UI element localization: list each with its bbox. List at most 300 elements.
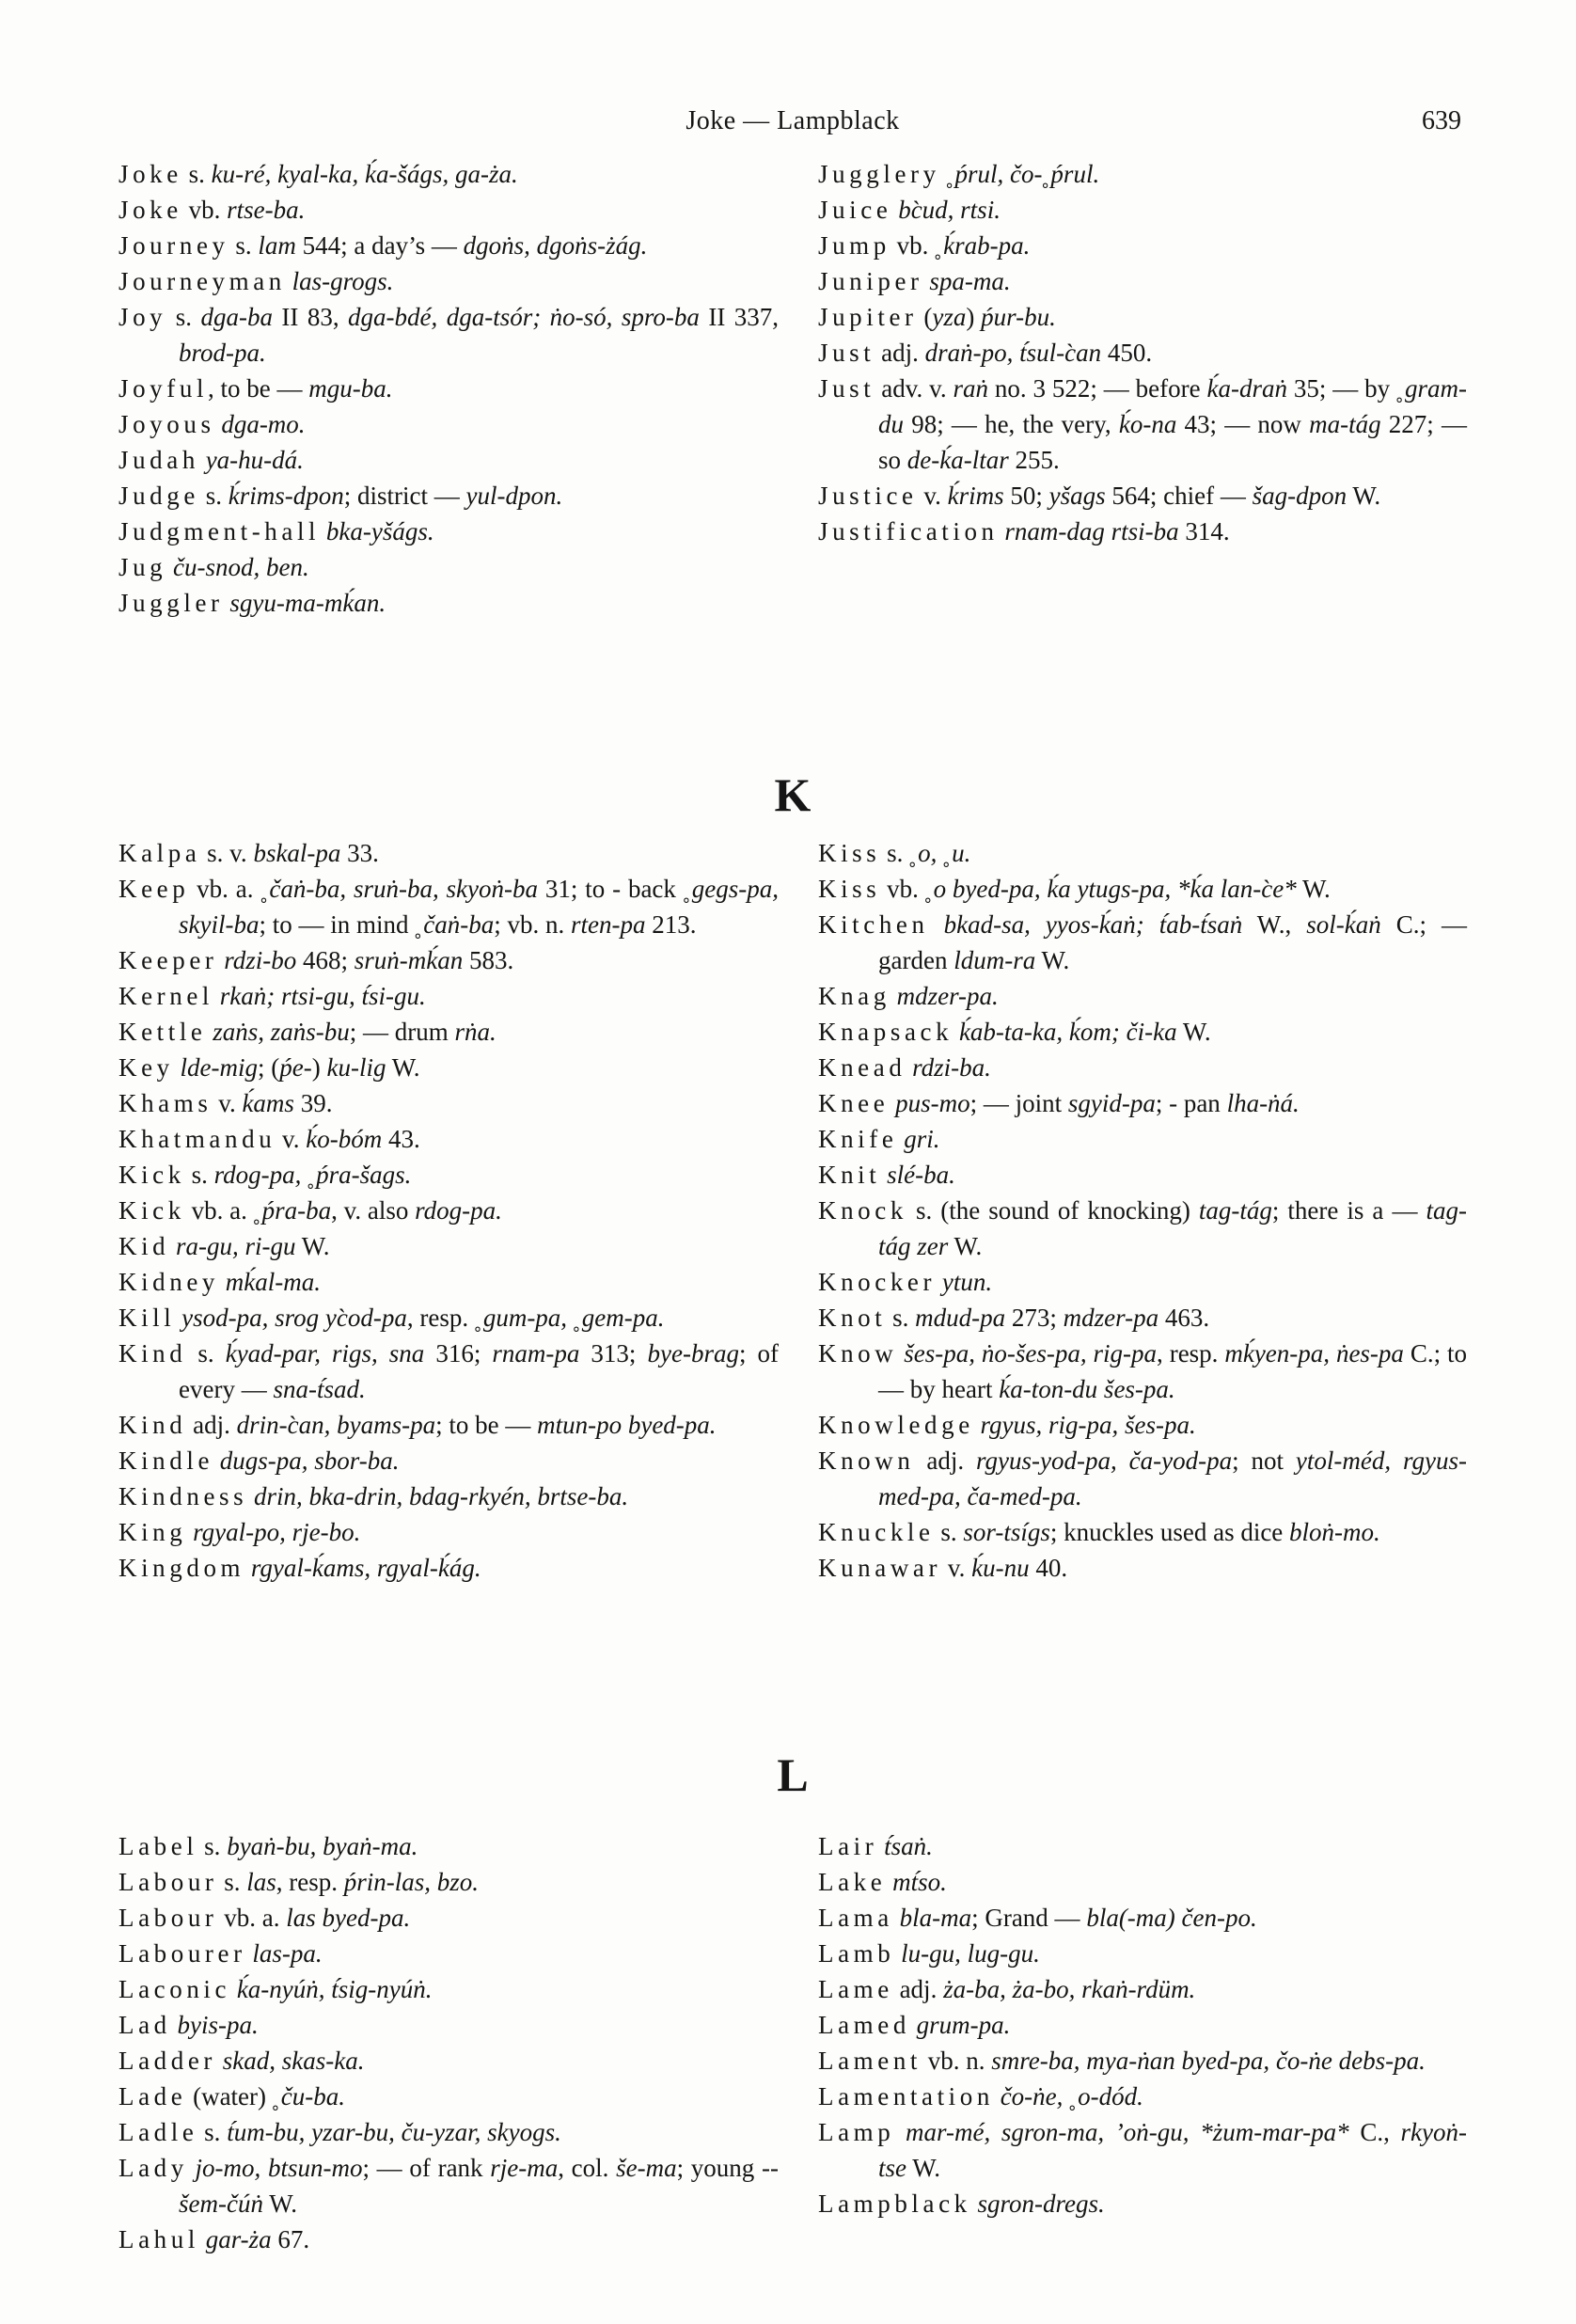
dictionary-entry bbox=[118, 1900, 779, 1936]
entry-text: W. bbox=[262, 2190, 297, 2218]
tibetan-transliteration: sgyid-pa bbox=[1067, 1089, 1156, 1117]
entry-headword: Lame bbox=[818, 1975, 893, 2003]
tibetan-transliteration: ḱa-ton-du šes-pa. bbox=[999, 1375, 1175, 1403]
tibetan-transliteration: rtse-ba. bbox=[227, 196, 306, 224]
entry-headword: Kill bbox=[118, 1304, 176, 1332]
entry-text: s. bbox=[186, 1339, 226, 1368]
entry-text: 98; — he, the very, bbox=[904, 410, 1119, 438]
tibetan-transliteration: drin-c̀an, byams-pa bbox=[236, 1411, 436, 1439]
entry-text: s. bbox=[198, 482, 229, 510]
dictionary-entry bbox=[118, 1085, 779, 1121]
dictionary-entry bbox=[118, 1300, 779, 1336]
entry-text: adj. bbox=[875, 339, 925, 367]
tibetan-transliteration: rdog-pa, ˳ṕra-šags. bbox=[213, 1161, 412, 1189]
column-right bbox=[818, 1828, 1467, 2257]
tibetan-transliteration: tag-tág bbox=[1198, 1196, 1272, 1225]
tibetan-transliteration: yul-dpon. bbox=[465, 482, 563, 510]
entry-text: s. bbox=[934, 1518, 964, 1546]
tibetan-transliteration: slé-ba. bbox=[880, 1161, 955, 1189]
tibetan-transliteration: bla-ma bbox=[892, 1904, 972, 1932]
entry-text: vb. bbox=[890, 231, 936, 260]
tibetan-transliteration: byis-pa. bbox=[170, 2011, 259, 2039]
entry-text: 583. bbox=[463, 946, 514, 974]
tibetan-transliteration: ˳ṕra-ba bbox=[253, 1196, 332, 1225]
tibetan-transliteration: sgyu-ma-mḱan. bbox=[223, 589, 386, 617]
entry-text: W. bbox=[386, 1053, 420, 1082]
tibetan-transliteration: rdzi-ba. bbox=[906, 1053, 991, 1082]
entry-headword: Jugglery bbox=[818, 160, 940, 188]
column-right bbox=[818, 835, 1467, 1586]
tibetan-transliteration: las byed-pa. bbox=[286, 1904, 411, 1932]
tibetan-transliteration: drin, bka-drin, bdag-rkyén, brtse-ba. bbox=[247, 1482, 629, 1510]
tibetan-transliteration: mgu-ba. bbox=[308, 374, 393, 403]
entry-headword: Kick bbox=[118, 1196, 185, 1225]
entry-text: ; young -- bbox=[676, 2154, 779, 2182]
entry-headword: Lamentation bbox=[818, 2082, 994, 2111]
dictionary-entry bbox=[118, 1014, 779, 1050]
dictionary-entry bbox=[818, 871, 1467, 907]
tibetan-transliteration: ḱab-ta-ka, ḱom; či-ka bbox=[953, 1018, 1177, 1046]
tibetan-transliteration: mḱyen-pa, ṅes-pa bbox=[1224, 1339, 1404, 1368]
entry-headword: Ladder bbox=[118, 2047, 216, 2075]
entry-headword: Juggler bbox=[118, 589, 224, 617]
tibetan-transliteration: ḱrims-dpon bbox=[228, 482, 344, 510]
entry-text: no. 3 522; — before bbox=[988, 374, 1207, 403]
tibetan-transliteration: mar-mé, sgron-ma, ’oṅ-gu, *żum-mar-pa* bbox=[894, 2118, 1349, 2146]
tibetan-transliteration: lha-ṅá. bbox=[1226, 1089, 1300, 1117]
entry-text: , resp. bbox=[406, 1304, 475, 1332]
entry-headword: Keep bbox=[118, 875, 190, 903]
dictionary-entry bbox=[118, 585, 779, 621]
entry-headword: Kettle bbox=[118, 1018, 207, 1046]
entry-text: II 83, bbox=[272, 303, 349, 331]
entry-headword: Judgment-hall bbox=[118, 517, 321, 545]
entry-text: ; knuckles used as dice bbox=[1049, 1518, 1290, 1546]
tibetan-transliteration: lde-mig bbox=[173, 1053, 258, 1082]
tibetan-transliteration: še-ma bbox=[616, 2154, 677, 2182]
tibetan-transliteration: bye-brag bbox=[647, 1339, 739, 1368]
dictionary-entry bbox=[818, 1828, 1467, 1864]
tibetan-transliteration: ˳ču-ba. bbox=[272, 2082, 345, 2111]
entry-headword: Knit bbox=[818, 1161, 881, 1189]
tibetan-transliteration: smre-ba, mya-ṅan byed-pa, čo-ṅe debs-pa. bbox=[991, 2047, 1426, 2075]
entry-headword: Knot bbox=[818, 1304, 887, 1332]
entry-text: ( bbox=[917, 303, 933, 331]
section-j bbox=[118, 156, 1467, 621]
tibetan-transliteration: ytol-méd, rgyus-med-pa, ča-med-pa. bbox=[878, 1447, 1467, 1510]
tibetan-transliteration: ra-gu, ri-gu bbox=[169, 1232, 296, 1260]
dictionary-entry bbox=[118, 549, 779, 585]
dictionary-entry bbox=[818, 1936, 1467, 1971]
entry-text: 314. bbox=[1178, 517, 1230, 545]
dictionary-entry bbox=[818, 228, 1467, 263]
tibetan-transliteration: ṕrin-las, bzo. bbox=[343, 1868, 480, 1896]
entry-text: , v. also bbox=[331, 1196, 416, 1225]
entry-headword: Knife bbox=[818, 1125, 898, 1153]
dictionary-entry bbox=[818, 1085, 1467, 1121]
entry-text: v. bbox=[276, 1125, 307, 1153]
dictionary-entry bbox=[818, 263, 1467, 299]
entry-text: C.; to — by heart bbox=[878, 1339, 1467, 1403]
entry-text: , resp. bbox=[276, 1868, 344, 1896]
dictionary-entry bbox=[818, 835, 1467, 871]
entry-text: s. bbox=[184, 1161, 214, 1189]
entry-headword: Knuckle bbox=[818, 1518, 935, 1546]
entry-text: 468; bbox=[296, 946, 355, 974]
tibetan-transliteration: ṕe- bbox=[279, 1053, 312, 1082]
column-right bbox=[818, 156, 1467, 621]
tibetan-transliteration: rgyal-po, rje-bo. bbox=[186, 1518, 361, 1546]
entry-text: W. bbox=[1035, 946, 1070, 974]
entry-text: adj. bbox=[892, 1975, 944, 2003]
tibetan-transliteration: mḱal-ma. bbox=[219, 1268, 322, 1296]
entry-headword: Judge bbox=[118, 482, 199, 510]
dictionary-entry bbox=[118, 156, 779, 192]
entry-text: W. bbox=[1296, 875, 1331, 903]
entry-headword: Keeper bbox=[118, 946, 218, 974]
entry-text: s. bbox=[197, 1832, 228, 1860]
entry-headword: Knee bbox=[818, 1089, 890, 1117]
dictionary-entry bbox=[118, 1828, 779, 1864]
dictionary-entry bbox=[818, 978, 1467, 1014]
tibetan-transliteration: bc̀ud, rtsi. bbox=[891, 196, 1001, 224]
tibetan-transliteration: ḱu-nu bbox=[971, 1554, 1030, 1582]
entry-text: vb. bbox=[181, 196, 228, 224]
tibetan-transliteration: šag-dpon bbox=[1252, 482, 1347, 510]
entry-text: ; district — bbox=[343, 482, 466, 510]
entry-headword: Kernel bbox=[118, 982, 213, 1010]
dictionary-entry bbox=[118, 228, 779, 263]
tibetan-transliteration: t́um-bu, yzar-bu, ču-yzar, skyogs. bbox=[227, 2118, 561, 2146]
entry-text: 50; bbox=[1003, 482, 1049, 510]
entry-headword: Kingdom bbox=[118, 1554, 245, 1582]
tibetan-transliteration: ḱams bbox=[242, 1089, 294, 1117]
tibetan-transliteration: ḱa-draṅ bbox=[1206, 374, 1287, 403]
entry-text: C., bbox=[1348, 2118, 1401, 2146]
entry-text: 33. bbox=[340, 839, 379, 867]
dictionary-entry bbox=[818, 299, 1467, 335]
entry-headword: Lad bbox=[118, 2011, 171, 2039]
tibetan-transliteration: ču-snod, ben. bbox=[166, 553, 309, 581]
tibetan-transliteration: sgron-dregs. bbox=[970, 2190, 1105, 2218]
entry-headword: Kitchen bbox=[818, 910, 929, 939]
dictionary-entry bbox=[818, 1336, 1467, 1407]
tibetan-transliteration: ytun. bbox=[936, 1268, 993, 1296]
tibetan-transliteration: ma-tág bbox=[1309, 410, 1381, 438]
entry-headword: Journey bbox=[118, 231, 229, 260]
entry-headword: Lamed bbox=[818, 2011, 910, 2039]
entry-text: v. bbox=[917, 482, 948, 510]
tibetan-transliteration: ża-ba, ża-bo, rkaṅ-rdüm. bbox=[943, 1975, 1196, 2003]
tibetan-transliteration: skad, skas-ka. bbox=[216, 2047, 365, 2075]
entry-text: ; there is a — bbox=[1271, 1196, 1426, 1225]
dictionary-entry bbox=[818, 192, 1467, 228]
dictionary-entry bbox=[818, 156, 1467, 192]
tibetan-transliteration: las-pa. bbox=[245, 1939, 323, 1968]
entry-headword: Jupiter bbox=[818, 303, 918, 331]
tibetan-transliteration: yza bbox=[932, 303, 967, 331]
dictionary-entry bbox=[118, 871, 779, 942]
entry-headword: Lama bbox=[818, 1904, 893, 1932]
dictionary-entry bbox=[818, 2114, 1467, 2186]
entry-text: s. bbox=[880, 839, 910, 867]
tibetan-transliteration: ya-hu-dá. bbox=[198, 446, 304, 474]
entry-headword: Key bbox=[118, 1053, 174, 1082]
dictionary-entry bbox=[118, 406, 779, 442]
dictionary-entry bbox=[818, 1193, 1467, 1264]
entry-headword: Known bbox=[818, 1447, 915, 1475]
dictionary-entry bbox=[818, 2043, 1467, 2079]
entry-text: vb. a. bbox=[184, 1196, 254, 1225]
entry-headword: Laconic bbox=[118, 1975, 231, 2003]
entry-headword: Knapsack bbox=[818, 1018, 953, 1046]
dictionary-entry bbox=[118, 1407, 779, 1443]
tibetan-transliteration: ku-ré, kyal-ka, ḱa-šágs, ga-ża. bbox=[211, 160, 518, 188]
entry-headword: Joke bbox=[118, 160, 182, 188]
entry-text: 31; to - back bbox=[538, 875, 684, 903]
tibetan-transliteration: gar-ża bbox=[198, 2225, 272, 2253]
dictionary-entry bbox=[818, 1014, 1467, 1050]
entry-text: ; vb. n. bbox=[494, 910, 571, 939]
entry-text: s. bbox=[886, 1304, 916, 1332]
section-letter-k: K bbox=[774, 768, 812, 821]
dictionary-entry bbox=[118, 442, 779, 478]
tibetan-transliteration: dga-bdé, dga-tsór; ṅo-só, spro-ba bbox=[348, 303, 700, 331]
tibetan-transliteration: grum-pa. bbox=[909, 2011, 1011, 2039]
dictionary-entry bbox=[118, 2079, 779, 2114]
entry-headword: Just bbox=[818, 374, 875, 403]
entry-text: 564; chief — bbox=[1105, 482, 1253, 510]
entry-text: W. bbox=[948, 1232, 983, 1260]
tibetan-transliteration: rten-pa bbox=[570, 910, 646, 939]
entry-headword: Knead bbox=[818, 1053, 906, 1082]
dictionary-entry bbox=[818, 335, 1467, 371]
entry-headword: Labourer bbox=[118, 1939, 246, 1968]
dictionary-entry bbox=[118, 1193, 779, 1228]
dictionary-entry bbox=[118, 1443, 779, 1478]
entry-text: 273; bbox=[1005, 1304, 1064, 1332]
entry-text: W., bbox=[1242, 910, 1307, 939]
entry-headword: King bbox=[118, 1518, 187, 1546]
tibetan-transliteration: dugs-pa, sbor-ba. bbox=[213, 1447, 400, 1475]
dictionary-entry bbox=[118, 478, 779, 514]
entry-headword: Knock bbox=[818, 1196, 907, 1225]
dictionary-entry bbox=[818, 2186, 1467, 2221]
dictionary-entry bbox=[118, 1514, 779, 1550]
entry-headword: Lade bbox=[118, 2082, 187, 2111]
tibetan-transliteration: raṅ bbox=[953, 374, 989, 403]
tibetan-transliteration: draṅ-po, t́sul-c̀an bbox=[924, 339, 1102, 367]
entry-text: 213. bbox=[645, 910, 697, 939]
entry-text: ; of every — bbox=[179, 1339, 779, 1403]
page-number: 639 bbox=[1422, 106, 1461, 135]
entry-text: , resp. bbox=[1157, 1339, 1225, 1368]
tibetan-transliteration: jo-mo, btsun-mo bbox=[187, 2154, 363, 2182]
entry-headword: Kick bbox=[118, 1161, 185, 1189]
tibetan-transliteration: brod-pa. bbox=[179, 339, 266, 367]
tibetan-transliteration: spa-ma. bbox=[922, 267, 1011, 295]
entry-headword: Kiss bbox=[818, 839, 881, 867]
dictionary-entry bbox=[818, 1900, 1467, 1936]
tibetan-transliteration: ḱrims bbox=[947, 482, 1004, 510]
entry-text: adv. v. bbox=[875, 374, 953, 403]
dictionary-entry bbox=[118, 1971, 779, 2007]
tibetan-transliteration: ḱo-bóm bbox=[306, 1125, 383, 1153]
section-k bbox=[118, 835, 1467, 1586]
dictionary-entry bbox=[818, 1971, 1467, 2007]
dictionary-entry bbox=[118, 2150, 779, 2221]
tibetan-transliteration: mdzer-pa bbox=[1063, 1304, 1159, 1332]
entry-text: 255. bbox=[1008, 446, 1060, 474]
tibetan-transliteration: sna-t́sad. bbox=[273, 1375, 366, 1403]
entry-text: (water) bbox=[186, 2082, 273, 2111]
tibetan-transliteration: sol-ḱaṅ bbox=[1306, 910, 1381, 939]
tibetan-transliteration: ḱyad-par, rigs, sna bbox=[225, 1339, 425, 1368]
entry-headword: Joke bbox=[118, 196, 182, 224]
dictionary-entry bbox=[818, 478, 1467, 514]
tibetan-transliteration: byaṅ-bu, byaṅ-ma. bbox=[227, 1832, 418, 1860]
entry-headword: Labour bbox=[118, 1868, 218, 1896]
tibetan-transliteration: ḱa-nyúṅ, t́sig-nyúṅ. bbox=[230, 1975, 433, 2003]
dictionary-entry bbox=[118, 1336, 779, 1407]
entry-headword: Justice bbox=[818, 482, 918, 510]
entry-text: 227; — so bbox=[878, 410, 1467, 474]
tibetan-transliteration: ˳o byed-pa, ḱa ytugs-pa, *ḱa lan-c̀e* bbox=[924, 875, 1297, 903]
entry-headword: Label bbox=[118, 1832, 198, 1860]
tibetan-transliteration: ˳čaṅ-ba, sruṅ-ba, skyoṅ-ba bbox=[260, 875, 539, 903]
entry-text: II 337, bbox=[699, 303, 780, 331]
tibetan-transliteration: sruṅ-mḱan bbox=[354, 946, 464, 974]
entry-text: s. bbox=[181, 160, 212, 188]
tibetan-transliteration: bkad-sa, yyos-ḱaṅ; t́ab-t́saṅ bbox=[928, 910, 1243, 939]
entry-text: ; ( bbox=[258, 1053, 280, 1082]
entry-text: ; - pan bbox=[1155, 1089, 1227, 1117]
entry-text: ; — drum bbox=[349, 1018, 455, 1046]
dictionary-entry bbox=[818, 1514, 1467, 1550]
dictionary-entry bbox=[818, 1157, 1467, 1193]
entry-text: 43; — now bbox=[1176, 410, 1310, 438]
entry-headword: Kind bbox=[118, 1411, 187, 1439]
entry-headword: Just bbox=[818, 339, 875, 367]
entry-headword: Jump bbox=[818, 231, 890, 260]
entry-headword: Knag bbox=[818, 982, 890, 1010]
column-left bbox=[118, 835, 779, 1586]
entry-text: v. bbox=[212, 1089, 243, 1117]
dictionary-entry bbox=[118, 299, 779, 371]
entry-text: W. bbox=[1176, 1018, 1211, 1046]
tibetan-transliteration: rnam-pa bbox=[492, 1339, 580, 1368]
entry-text: , to be — bbox=[208, 374, 309, 403]
tibetan-transliteration: ku-lig bbox=[326, 1053, 386, 1082]
entry-text: 39. bbox=[293, 1089, 333, 1117]
tibetan-transliteration: de-ḱa-ltar bbox=[906, 446, 1009, 474]
entry-headword: Know bbox=[818, 1339, 898, 1368]
entry-headword: Knowledge bbox=[818, 1411, 974, 1439]
entry-headword: Ladle bbox=[118, 2118, 198, 2146]
entry-headword: Justification bbox=[818, 517, 999, 545]
tibetan-transliteration: čo-ṅe, ˳o-dód. bbox=[993, 2082, 1143, 2111]
dictionary-entry bbox=[118, 942, 779, 978]
tibetan-transliteration: ˳ṕrul, čo-˳ṕrul. bbox=[939, 160, 1100, 188]
entry-headword: Joyous bbox=[118, 410, 215, 438]
entry-text: ) bbox=[966, 303, 982, 331]
dictionary-entry bbox=[818, 907, 1467, 978]
tibetan-transliteration: bla(-ma) čen-po. bbox=[1086, 1904, 1257, 1932]
tibetan-transliteration: dgoṅs, dgoṅs-żág. bbox=[463, 231, 648, 260]
dictionary-entry bbox=[818, 1443, 1467, 1514]
entry-headword: Kiss bbox=[818, 875, 881, 903]
entry-headword: Kindness bbox=[118, 1482, 248, 1510]
dictionary-entry bbox=[818, 1864, 1467, 1900]
entry-headword: Knocker bbox=[818, 1268, 937, 1296]
entry-text: vb. a. bbox=[217, 1904, 287, 1932]
dictionary-entry bbox=[118, 1121, 779, 1157]
dictionary-entry bbox=[818, 1264, 1467, 1300]
entry-text: 313; bbox=[579, 1339, 648, 1368]
entry-text: 40. bbox=[1029, 1554, 1068, 1582]
entry-text: ; Grand — bbox=[971, 1904, 1087, 1932]
entry-headword: Lamb bbox=[818, 1939, 895, 1968]
dictionary-entry bbox=[118, 263, 779, 299]
tibetan-transliteration: mtun-po byed-pa. bbox=[537, 1411, 717, 1439]
tibetan-transliteration: rṅa. bbox=[454, 1018, 496, 1046]
entry-text: W. bbox=[1347, 482, 1381, 510]
tibetan-transliteration: bloṅ-mo. bbox=[1289, 1518, 1380, 1546]
entry-headword: Journeyman bbox=[118, 267, 286, 295]
entry-headword: Lake bbox=[818, 1868, 887, 1896]
dictionary-entry bbox=[118, 1864, 779, 1900]
tibetan-transliteration: mt́so. bbox=[886, 1868, 947, 1896]
entry-headword: Lair bbox=[818, 1832, 878, 1860]
dictionary-entry bbox=[818, 1300, 1467, 1336]
entry-headword: Lament bbox=[818, 2047, 922, 2075]
tibetan-transliteration: lu-gu, lug-gu. bbox=[894, 1939, 1040, 1968]
dictionary-entry bbox=[818, 2079, 1467, 2114]
tibetan-transliteration: rnam-dag rtsi-ba bbox=[998, 517, 1179, 545]
entry-text: adj. bbox=[186, 1411, 237, 1439]
tibetan-transliteration: lam bbox=[258, 231, 296, 260]
tibetan-transliteration: rkaṅ; rtsi-gu, t́si-gu. bbox=[213, 982, 426, 1010]
entry-text: s. bbox=[229, 231, 259, 260]
entry-headword: Kidney bbox=[118, 1268, 220, 1296]
entry-text: ; — joint bbox=[969, 1089, 1068, 1117]
entry-text: 67. bbox=[271, 2225, 310, 2253]
entry-text: ) bbox=[311, 1053, 327, 1082]
entry-headword: Lahul bbox=[118, 2225, 199, 2253]
tibetan-transliteration: ˳gegs-pa, skyil-ba bbox=[179, 875, 779, 939]
dictionary-entry bbox=[118, 835, 779, 871]
entry-headword: Labour bbox=[118, 1904, 218, 1932]
dictionary-entry bbox=[118, 514, 779, 549]
entry-headword: Khams bbox=[118, 1089, 213, 1117]
entry-text: W. bbox=[295, 1232, 330, 1260]
column-left bbox=[118, 156, 779, 621]
tibetan-transliteration: gri. bbox=[897, 1125, 940, 1153]
entry-text: , col. bbox=[558, 2154, 617, 2182]
tibetan-transliteration: rdog-pa. bbox=[415, 1196, 502, 1225]
tibetan-transliteration: las bbox=[246, 1868, 276, 1896]
entry-headword: Jug bbox=[118, 553, 167, 581]
entry-headword: Joy bbox=[118, 303, 167, 331]
tibetan-transliteration: ˳gram-du bbox=[878, 374, 1467, 438]
dictionary-entry bbox=[818, 2007, 1467, 2043]
entry-text: s. bbox=[197, 2118, 228, 2146]
dictionary-entry bbox=[118, 2043, 779, 2079]
entry-text: ; not bbox=[1232, 1447, 1296, 1475]
entry-text: 463. bbox=[1158, 1304, 1210, 1332]
dictionary-entry bbox=[118, 1050, 779, 1085]
tibetan-transliteration: rgyus-yod-pa, ča-yod-pa bbox=[976, 1447, 1233, 1475]
